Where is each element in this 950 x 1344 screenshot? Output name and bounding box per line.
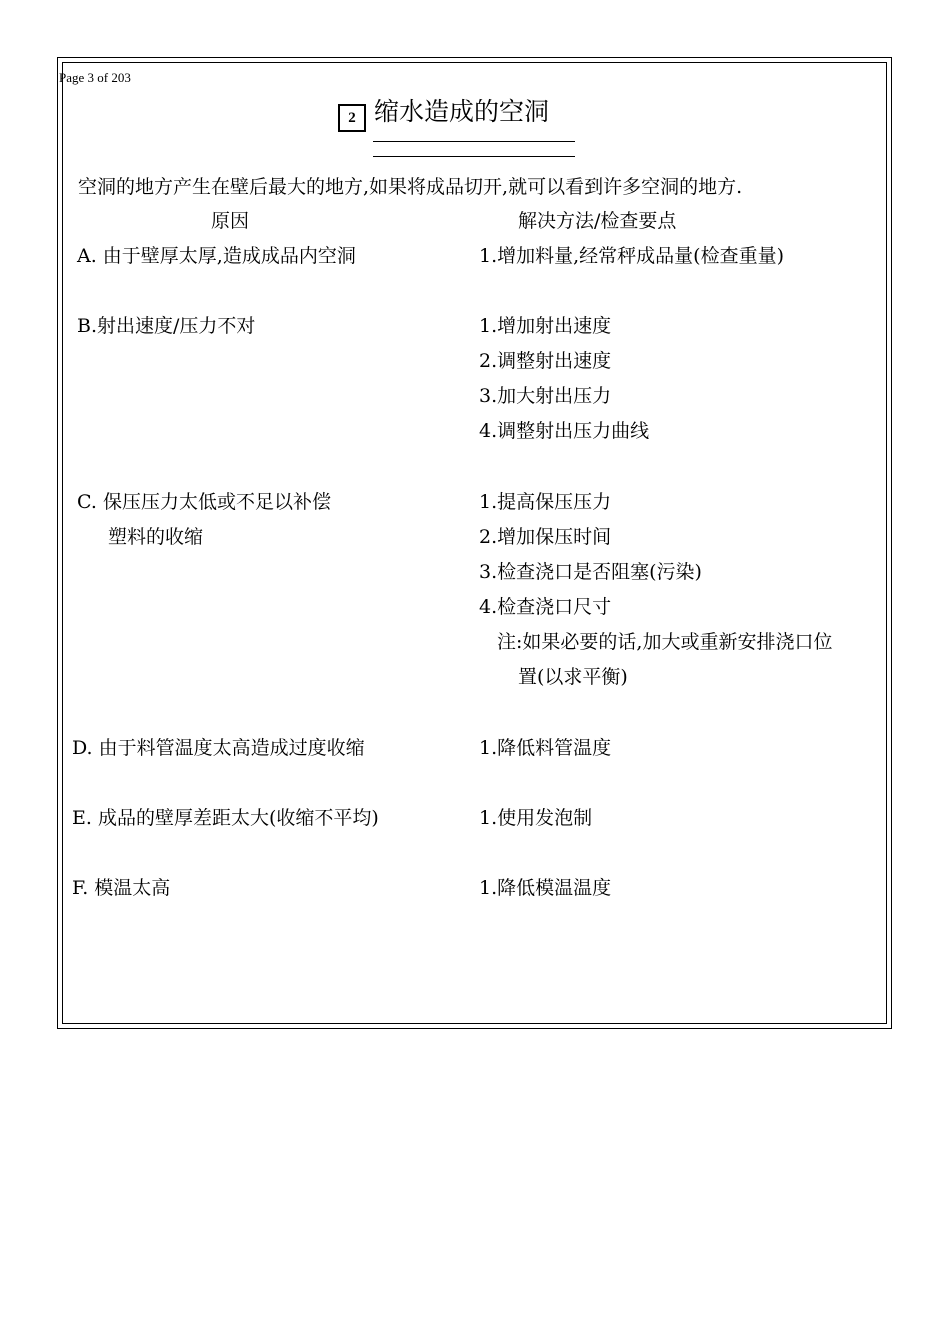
cause-f: F. 模温太高 (72, 877, 171, 899)
solution-c-2: 2.增加保压时间 (479, 526, 612, 548)
title-underline-top (373, 141, 575, 142)
solution-c-4: 4.检查浇口尺寸 (479, 596, 612, 618)
solution-d-1: 1.降低料管温度 (479, 737, 612, 759)
header-cause: 原因 (211, 210, 250, 232)
section-number-box: 2 (338, 104, 366, 132)
cause-c-line2: 塑料的收缩 (108, 526, 204, 548)
solution-c-1: 1.提高保压压力 (479, 491, 612, 513)
header-solution: 解决方法/检查要点 (518, 210, 677, 232)
solution-e-1: 1.使用发泡制 (479, 807, 593, 829)
intro-text: 空洞的地方产生在壁后最大的地方,如果将成品切开,就可以看到许多空洞的地方. (78, 176, 743, 198)
cause-b: B.射出速度/压力不对 (77, 315, 256, 337)
title-underline-bottom (373, 156, 575, 157)
cause-c-line1: C. 保压压力太低或不足以补偿 (77, 491, 331, 513)
cause-e: E. 成品的壁厚差距太大(收缩不平均) (72, 807, 379, 829)
cause-d: D. 由于料管温度太高造成过度收缩 (72, 737, 365, 759)
solution-c-note-line2: 置(以求平衡) (518, 666, 628, 688)
solution-a-1: 1.增加料量,经常秤成品量(检查重量) (479, 245, 784, 267)
solution-b-3: 3.加大射出压力 (479, 385, 612, 407)
solution-b-2: 2.调整射出速度 (479, 350, 612, 372)
cause-a: A. 由于壁厚太厚,造成成品内空洞 (77, 245, 356, 267)
solution-c-3: 3.检查浇口是否阻塞(污染) (479, 561, 702, 583)
solution-c-note-line1: 注:如果必要的话,加大或重新安排浇口位 (497, 631, 833, 653)
page-number: Page 3 of 203 (59, 70, 131, 85)
page-title: 缩水造成的空洞 (374, 97, 550, 126)
solution-f-1: 1.降低模温温度 (479, 877, 612, 899)
solution-b-4: 4.调整射出压力曲线 (479, 420, 650, 442)
solution-b-1: 1.增加射出速度 (479, 315, 612, 337)
